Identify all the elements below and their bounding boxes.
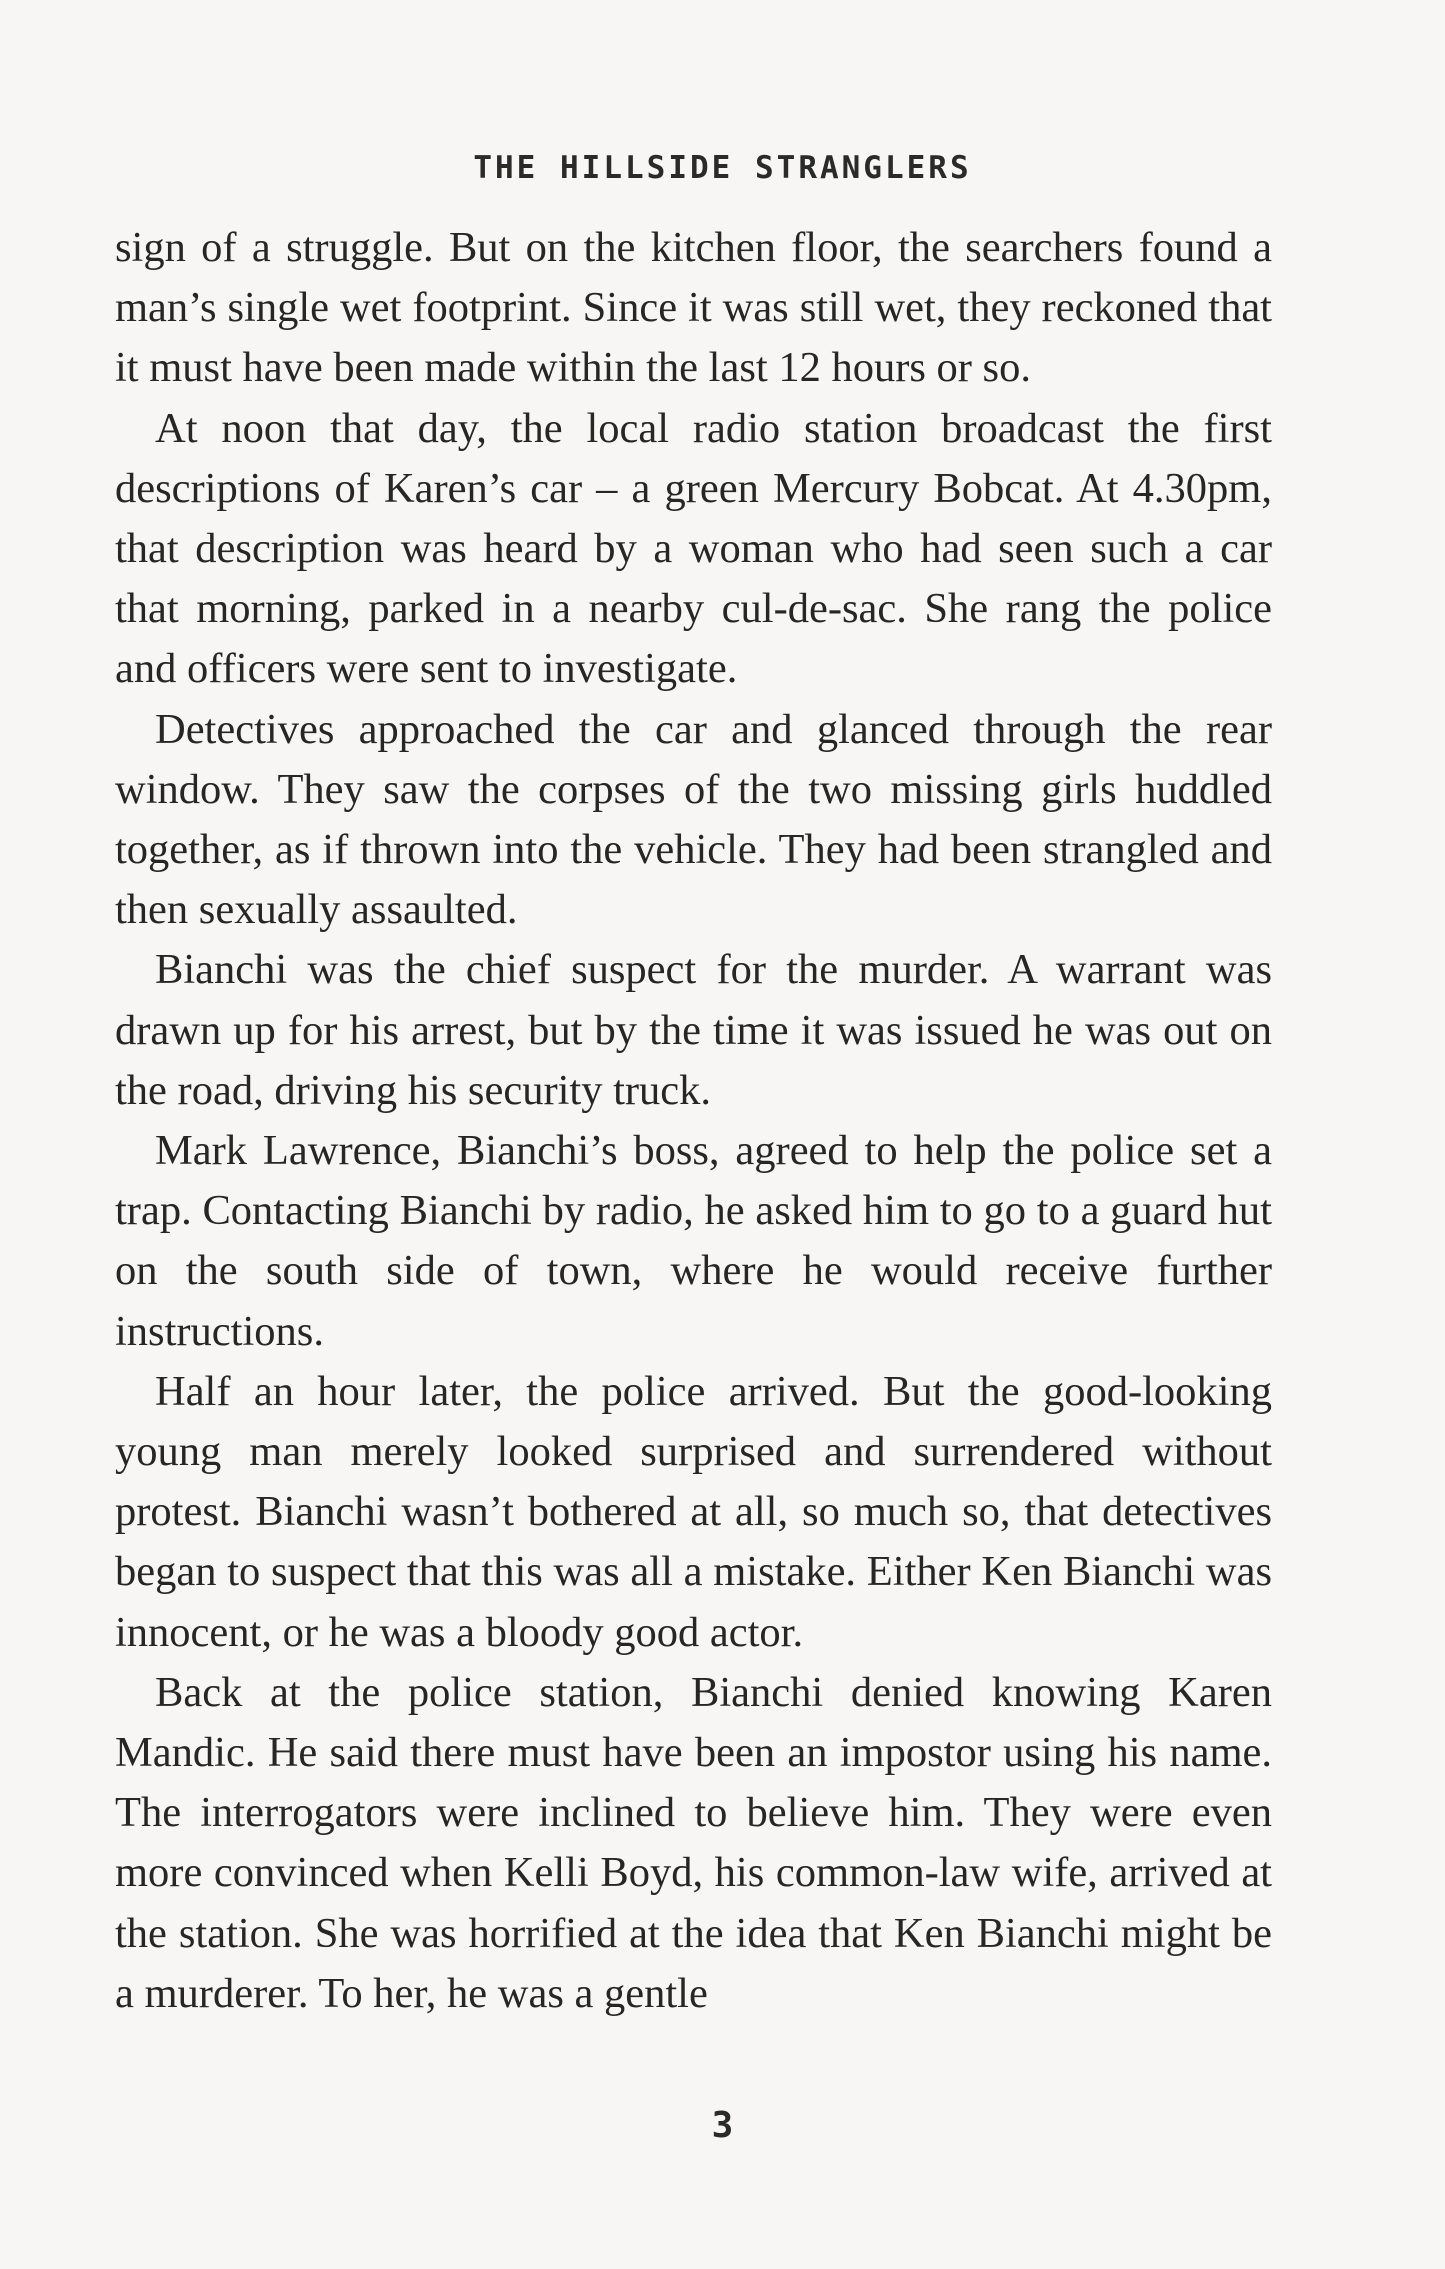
paragraph: Detectives approached the car and glanced through the rear window. They saw the corpses of the two missing girls huddled together, as if thrown into the vehicle. They had been strangled and then sexually assaulted. [115, 705, 1272, 934]
body-text [115, 218, 1272, 2024]
paragraph: Back at the police station, Bianchi denied knowing Karen Mandic. He said there must have been an impostor using his name. The interrogators were inclined to believe him. They were even more convinced when Kelli Boyd, his common-law wife, arrived at the station. She was horrified at the idea that Ken Bianchi might be a murderer. To her, he was a gentle [115, 1668, 1272, 2017]
running-head: THE HILLSIDE STRANGLERS [473, 150, 972, 186]
paragraph: sign of a struggle. But on the kitchen floor, the searchers found a man’s single wet footprint. Since it was still wet, they reckoned that it must have been made within the last 12 hours or so. [115, 224, 1272, 392]
paragraph: Half an hour later, the police arrived. But the good-looking young man merely looked surprised and surrendered without protest. Bianchi wasn’t bothered at all, so much so, that detectives began to suspect that this was all a mistake. Either Ken Bianchi was innocent, or he was a bloody good actor. [115, 1367, 1272, 1656]
paragraph: Bianchi was the chief suspect for the murder. A warrant was drawn up for his arrest, but by the time it was issued he was out on the road, driving his security truck. [115, 946, 1272, 1114]
paragraph: Mark Lawrence, Bianchi’s boss, agreed to help the police set a trap. Contacting Bianchi by radio, he asked him to go to a guard hut on the south side of town, where he would receive further instructions. [115, 1127, 1272, 1355]
paragraph: At noon that day, the local radio station broadcast the first descriptions of Karen’s car – a green Mercury Bobcat. At 4.30pm, that description was heard by a woman who had seen such a car that morning, parked in a nearby cul-de-sac. She rang the police and officers were sent to investigate. [115, 404, 1272, 693]
page-number: 3 [711, 2105, 734, 2146]
